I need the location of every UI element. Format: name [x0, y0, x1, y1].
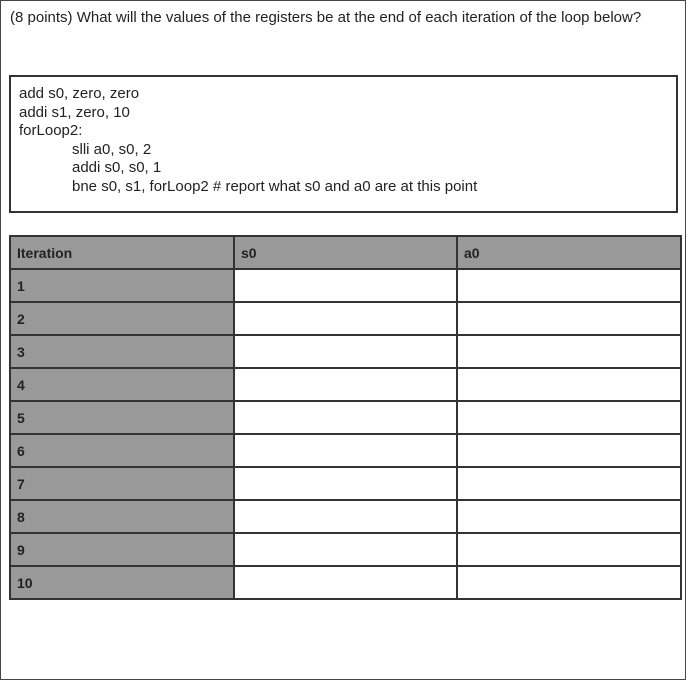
a0-answer-cell[interactable]	[457, 500, 681, 533]
code-line: slli a0, s0, 2	[72, 140, 152, 158]
s0-answer-cell[interactable]	[234, 302, 457, 335]
header-iteration: Iteration	[10, 236, 234, 269]
iteration-cell: 6	[10, 434, 234, 467]
table-row	[10, 401, 681, 434]
code-line: forLoop2:	[19, 122, 83, 139]
s0-answer-cell[interactable]	[234, 467, 457, 500]
s0-answer-cell[interactable]	[234, 335, 457, 368]
s0-answer-cell[interactable]	[234, 566, 457, 599]
table-row	[10, 533, 681, 566]
a0-answer-cell[interactable]	[457, 368, 681, 401]
iteration-cell: 7	[10, 467, 234, 500]
table-row	[10, 566, 681, 599]
iteration-cell: 4	[10, 368, 234, 401]
header-a0: a0	[457, 236, 681, 269]
s0-answer-cell[interactable]	[234, 533, 457, 566]
table-row	[10, 302, 681, 335]
iteration-cell: 3	[10, 335, 234, 368]
question-text: (8 points) What will the values of the registers be at the end of each iteration of the loop below?	[10, 9, 642, 26]
code-line: addi s0, s0, 1	[72, 159, 162, 176]
code-block	[9, 75, 678, 213]
table-row	[10, 269, 681, 302]
a0-answer-cell[interactable]	[457, 302, 681, 335]
s0-answer-cell[interactable]	[234, 500, 457, 533]
s0-answer-cell[interactable]	[234, 434, 457, 467]
iteration-cell: 8	[10, 500, 234, 533]
table-row	[10, 368, 681, 401]
table-header-row	[10, 236, 681, 269]
s0-answer-cell[interactable]	[234, 368, 457, 401]
a0-answer-cell[interactable]	[457, 269, 681, 302]
answer-table	[9, 235, 682, 600]
a0-answer-cell[interactable]	[457, 401, 681, 434]
code-line: addi s1, zero, 10	[19, 103, 130, 121]
iteration-cell: 2	[10, 302, 234, 335]
a0-answer-cell[interactable]	[457, 335, 681, 368]
table-row	[10, 500, 681, 533]
iteration-cell: 5	[10, 401, 234, 434]
s0-answer-cell[interactable]	[234, 401, 457, 434]
a0-answer-cell[interactable]	[457, 467, 681, 500]
table-row	[10, 467, 681, 500]
a0-answer-cell[interactable]	[457, 434, 681, 467]
code-line: bne s0, s1, forLoop2 # report what s0 and a0 are at this point	[72, 177, 478, 195]
a0-answer-cell[interactable]	[457, 566, 681, 599]
code-line: add s0, zero, zero	[19, 85, 140, 102]
table-row	[10, 434, 681, 467]
a0-answer-cell[interactable]	[457, 533, 681, 566]
iteration-cell: 10	[10, 566, 234, 599]
header-s0: s0	[234, 236, 457, 269]
s0-answer-cell[interactable]	[234, 269, 457, 302]
iteration-cell: 9	[10, 533, 234, 566]
table-row	[10, 335, 681, 368]
iteration-cell: 1	[10, 269, 234, 302]
